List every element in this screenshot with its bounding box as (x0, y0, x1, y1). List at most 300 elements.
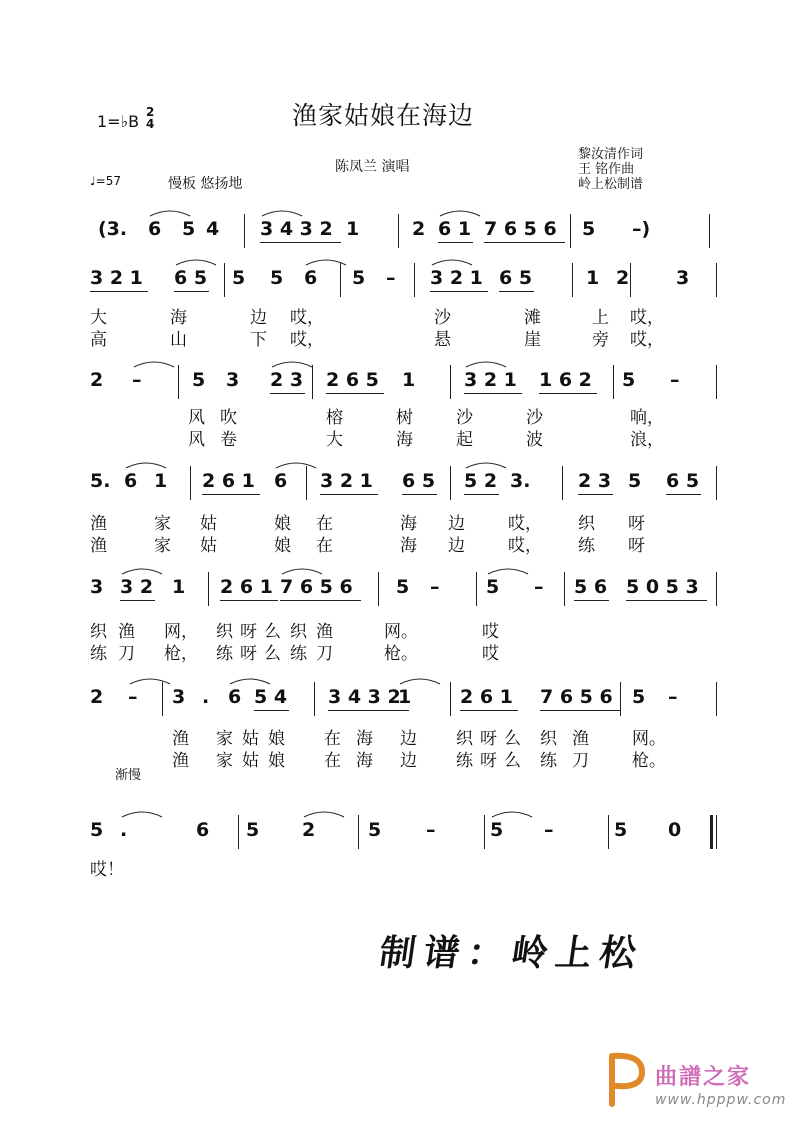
note-group: 2 3 (578, 470, 612, 492)
beam-line (326, 393, 384, 394)
site-logo-icon (606, 1050, 652, 1114)
beam-line (270, 393, 305, 394)
lyric-syllable: 练 (90, 644, 107, 664)
lyric-syllable: 哎， (290, 308, 324, 328)
lyric-syllable: 织 (90, 622, 107, 642)
bar-line (570, 214, 571, 248)
beam-line (540, 710, 621, 711)
lyric-syllable: 在 (316, 536, 333, 556)
lyric-syllable: 哎， (290, 330, 324, 350)
lyric-syllable: 网。 (384, 622, 418, 642)
lyric-row-v1-line5 (84, 617, 716, 642)
note-group: . (120, 819, 128, 841)
lyric-syllable: 么 (264, 622, 281, 642)
bar-line (564, 572, 565, 606)
beam-line (464, 494, 499, 495)
lyric-syllable: 渔 (172, 751, 189, 771)
bar-line (208, 572, 209, 606)
bar-line (314, 682, 315, 716)
beam-line (120, 600, 155, 601)
lyric-row-v2-line5 (84, 639, 716, 664)
lyric-syllable: 边 (448, 514, 465, 534)
transcriber-credit: 岭上松制谱 (578, 177, 644, 192)
note-group: 6 (274, 470, 288, 492)
lyric-syllable: 织 (290, 622, 307, 642)
lyric-syllable: 风 (188, 408, 205, 428)
lyric-syllable: 家 (154, 536, 171, 556)
bar-line (716, 466, 717, 500)
note-group: 5 (396, 576, 410, 598)
note-group: 5 4 (254, 686, 288, 708)
note-group: 5 2 (464, 470, 498, 492)
lyric-syllable: 海 (400, 514, 417, 534)
beam-line (430, 291, 488, 292)
beam-line (220, 600, 278, 601)
lyric-syllable: 在 (316, 514, 333, 534)
slur-arc (492, 812, 532, 817)
lyric-syllable: 渔 (90, 536, 107, 556)
slur-arc (432, 260, 472, 265)
bar-line (716, 572, 717, 606)
note-group: – (386, 267, 396, 289)
lyric-syllable: 家 (216, 729, 233, 749)
lyric-syllable: 么 (504, 751, 521, 771)
note-group: 2 (90, 686, 104, 708)
lyric-syllable: 渔 (572, 729, 589, 749)
time-bottom: 4 (146, 117, 155, 131)
lyric-syllable: 织 (540, 729, 557, 749)
note-group: 1 (154, 470, 168, 492)
beam-line (254, 710, 289, 711)
site-url: www.hpppw.com (655, 1092, 787, 1108)
beam-line (499, 291, 534, 292)
lyric-syllable: 大 (90, 308, 107, 328)
lyric-syllable: 海 (400, 536, 417, 556)
bar-line (630, 263, 631, 297)
bar-line (190, 466, 191, 500)
note-group: 3 4 3 2 (328, 686, 401, 708)
note-group: 6 (124, 470, 138, 492)
lyric-syllable: 吹 (220, 408, 237, 428)
lyric-syllable: 哎 (482, 622, 499, 642)
note-group: – (128, 686, 138, 708)
note-group: 3 2 1 (90, 267, 143, 289)
note-group: 1 (398, 686, 412, 708)
beam-line (90, 291, 148, 292)
slur-marks (84, 208, 716, 218)
note-group: . (202, 686, 210, 708)
lyric-syllable: 娘 (268, 751, 285, 771)
note-group: 2 (302, 819, 316, 841)
note-group: 7 6 5 6 (540, 686, 613, 708)
lyric-syllable: 呀 (480, 751, 497, 771)
bar-line (398, 214, 399, 248)
bar-line (178, 365, 179, 399)
bar-line (238, 815, 239, 849)
lyric-syllable: 起 (456, 430, 473, 450)
lyric-syllable: 边 (250, 308, 267, 328)
note-group: 5 (628, 470, 642, 492)
lyric-syllable: 姑 (200, 514, 217, 534)
beam-line (464, 393, 522, 394)
lyric-row-v2-line2 (84, 325, 716, 350)
bar-line (572, 263, 573, 297)
note-group: 5 (246, 819, 260, 841)
lyric-row-v2-line4 (84, 531, 716, 556)
lyric-syllable: 刀 (572, 751, 589, 771)
note-group: 6 1 (438, 218, 472, 240)
note-group: 6 5 (666, 470, 700, 492)
note-group: 2 6 1 (220, 576, 273, 598)
lyric-syllable: 榕 (326, 408, 343, 428)
slur-marks (84, 676, 716, 686)
lyric-syllable: 呀 (628, 536, 645, 556)
lyric-syllable: 么 (504, 729, 521, 749)
slur-marks (84, 257, 716, 267)
note-group: 6 (228, 686, 242, 708)
lyric-row-v2-line3 (84, 425, 716, 450)
slur-arc (488, 569, 528, 574)
bar-line (378, 572, 379, 606)
beam-line (578, 494, 613, 495)
bar-line (450, 466, 451, 500)
note-group: 2 (616, 267, 630, 289)
note-group: 1 6 2 (539, 369, 592, 391)
slur-arc (466, 463, 506, 468)
note-group: (3. (98, 218, 128, 240)
lyric-syllable: 哎， (630, 308, 664, 328)
lyric-syllable: 卷 (220, 430, 237, 450)
slur-arc (276, 463, 316, 468)
lyric-syllable: 沙 (526, 408, 543, 428)
bar-line (306, 466, 307, 500)
lyric-syllable: 渔 (316, 622, 333, 642)
note-group: 2 (90, 369, 104, 391)
beam-line (539, 393, 597, 394)
beam-line (280, 600, 361, 601)
lyric-syllable: 哎 (482, 644, 499, 664)
note-group: – (430, 576, 440, 598)
lyric-syllable: 边 (400, 751, 417, 771)
lyric-syllable: 在 (324, 729, 341, 749)
lyric-syllable: 呀 (240, 644, 257, 664)
lyric-syllable: 沙 (434, 308, 451, 328)
bar-line (414, 263, 415, 297)
lyric-row-v1-line3 (84, 403, 716, 428)
note-group: 5 (232, 267, 246, 289)
note-group: – (670, 369, 680, 391)
note-group: 5 (486, 576, 500, 598)
score-line-5 (84, 572, 716, 606)
note-group: 5 (622, 369, 636, 391)
note-group: 5 (582, 218, 596, 240)
lyric-syllable: 高 (90, 330, 107, 350)
site-name: 曲譜之家 (655, 1065, 752, 1090)
lyric-syllable: 哎！ (90, 860, 124, 880)
slur-arc (272, 362, 312, 367)
lyric-syllable: 刀 (118, 644, 135, 664)
lyric-syllable: 沙 (456, 408, 473, 428)
bar-line (613, 365, 614, 399)
lyric-syllable: 枪。 (632, 751, 666, 771)
note-group: 3 (226, 369, 240, 391)
lyric-syllable: 下 (250, 330, 267, 350)
note-group: 5 0 5 3 (626, 576, 699, 598)
lyric-row-v2-line6 (84, 746, 716, 771)
note-group: 3 (676, 267, 690, 289)
note-group: 4 (206, 218, 220, 240)
lyric-syllable: 呀 (480, 729, 497, 749)
note-group: 1 (586, 267, 600, 289)
note-group: 2 3 (270, 369, 304, 391)
note-group: 6 (148, 218, 162, 240)
lyric-syllable: 上 (592, 308, 609, 328)
note-group: 2 6 5 (326, 369, 379, 391)
slur-arc (306, 260, 346, 265)
lyric-syllable: 练 (456, 751, 473, 771)
bar-line (716, 815, 717, 849)
bar-line (244, 214, 245, 248)
beam-line (320, 494, 378, 495)
lyric-row-v1-line4 (84, 509, 716, 534)
final-bar-line (710, 815, 713, 849)
lyric-syllable: 练 (540, 751, 557, 771)
lyric-syllable: 海 (356, 729, 373, 749)
song-title: 渔家姑娘在海边 (292, 101, 475, 130)
bar-line (358, 815, 359, 849)
slur-marks (84, 566, 716, 576)
note-group: 5 (352, 267, 366, 289)
note-group: 5 (614, 819, 628, 841)
bar-line (450, 365, 451, 399)
bar-line (608, 815, 609, 849)
lyric-syllable: 练 (290, 644, 307, 664)
note-group: 3 2 1 (320, 470, 373, 492)
note-group: 3 2 1 (464, 369, 517, 391)
note-group: 2 (412, 218, 426, 240)
note-group: 3 (172, 686, 186, 708)
note-group: 5. (90, 470, 111, 492)
note-group: 3 4 3 2 (260, 218, 333, 240)
note-group: 1 (172, 576, 186, 598)
lyric-syllable: 枪。 (384, 644, 418, 664)
note-group: 3 2 1 (430, 267, 483, 289)
lyric-syllable: 悬 (434, 330, 451, 350)
beam-line (260, 242, 341, 243)
note-group: 5 (182, 218, 196, 240)
bar-line (716, 263, 717, 297)
lyric-syllable: 网， (164, 622, 198, 642)
note-group: 7 6 5 6 (280, 576, 353, 598)
slur-arc (262, 211, 302, 216)
lyric-syllable: 练 (216, 644, 233, 664)
note-group: – (426, 819, 436, 841)
note-group: 5 (632, 686, 646, 708)
lyric-syllable: 大 (326, 430, 343, 450)
lyric-row-line7 (84, 855, 716, 880)
note-group: – (132, 369, 142, 391)
lyric-syllable: 织 (216, 622, 233, 642)
lyric-syllable: 呀 (628, 514, 645, 534)
bar-line (450, 682, 451, 716)
lyric-syllable: 呀 (240, 622, 257, 642)
slur-marks (84, 460, 716, 470)
note-group: 7 6 5 6 (484, 218, 557, 240)
note-group: 5 (490, 819, 504, 841)
slur-arc (230, 679, 270, 684)
beam-line (202, 494, 260, 495)
slur-marks (84, 809, 716, 819)
tempo-mark: ♩=57 (90, 174, 121, 188)
lyric-syllable: 在 (324, 751, 341, 771)
lyric-syllable: 浪， (630, 430, 664, 450)
lyric-syllable: 滩 (524, 308, 541, 328)
lyric-syllable: 海 (396, 430, 413, 450)
lyric-syllable: 家 (154, 514, 171, 534)
lyric-syllable: 网。 (632, 729, 666, 749)
beam-line (328, 710, 409, 711)
note-group: 6 5 (499, 267, 533, 289)
note-group: 0 (668, 819, 682, 841)
note-group: – (544, 819, 554, 841)
bar-line (716, 682, 717, 716)
slur-arc (122, 569, 162, 574)
note-group: 5 (192, 369, 206, 391)
composer-credit: 王 铭作曲 (578, 162, 635, 177)
lyric-syllable: 海 (170, 308, 187, 328)
note-group: – (668, 686, 678, 708)
lyric-syllable: 渔 (118, 622, 135, 642)
lyric-syllable: 海 (356, 751, 373, 771)
bar-line (716, 365, 717, 399)
slow-mark: 渐慢 (115, 768, 142, 783)
bar-line (562, 466, 563, 500)
beam-line (484, 242, 565, 243)
lyric-syllable: 崖 (524, 330, 541, 350)
lyric-syllable: 么 (264, 644, 281, 664)
slur-arc (440, 211, 480, 216)
lyric-row-v1-line6 (84, 724, 716, 749)
note-group: 2 6 1 (460, 686, 513, 708)
lyricist-credit: 黎汝清作词 (578, 147, 644, 162)
beam-line (460, 710, 518, 711)
slur-arc (466, 362, 506, 367)
singer-credit: 陈凤兰 演唱 (335, 159, 410, 175)
slur-arc (134, 362, 174, 367)
lyric-syllable: 枪， (164, 644, 198, 664)
time-signature (146, 106, 154, 130)
lyric-syllable: 波 (526, 430, 543, 450)
expression-mark: 慢板 悠扬地 (168, 176, 243, 192)
lyric-syllable: 山 (170, 330, 187, 350)
lyric-syllable: 渔 (90, 514, 107, 534)
lyric-syllable: 练 (578, 536, 595, 556)
note-group: 2 6 1 (202, 470, 255, 492)
note-group: 5 6 (574, 576, 608, 598)
note-group: –) (632, 218, 651, 240)
lyric-row-v1-line2 (84, 303, 716, 328)
credits-block (578, 147, 643, 192)
lyric-syllable: 边 (448, 536, 465, 556)
beam-line (438, 242, 473, 243)
score-line-3 (84, 365, 716, 399)
beam-line (574, 600, 609, 601)
lyric-syllable: 织 (578, 514, 595, 534)
beam-line (174, 291, 209, 292)
slur-arc (282, 569, 322, 574)
slur-arc (130, 679, 170, 684)
slur-arc (122, 812, 162, 817)
lyric-syllable: 姑 (242, 729, 259, 749)
slur-arc (400, 679, 440, 684)
signature-watermark: 制谱：岭上松 (376, 932, 647, 974)
slur-arc (150, 211, 190, 216)
score-line-4 (84, 466, 716, 500)
note-group: 6 5 (402, 470, 436, 492)
note-group: 5 (368, 819, 382, 841)
lyric-syllable: 哎， (630, 330, 664, 350)
note-group: 3 2 (120, 576, 154, 598)
lyric-syllable: 边 (400, 729, 417, 749)
lyric-syllable: 织 (456, 729, 473, 749)
lyric-syllable: 娘 (268, 729, 285, 749)
time-top: 2 (146, 105, 155, 119)
beam-line (402, 494, 437, 495)
slur-marks (84, 359, 716, 369)
note-group: 5 (270, 267, 284, 289)
slur-arc (126, 463, 166, 468)
lyric-syllable: 哎， (508, 536, 542, 556)
note-group: 6 5 (174, 267, 208, 289)
score-line-2 (84, 263, 716, 297)
bar-line (224, 263, 225, 297)
lyric-syllable: 响， (630, 408, 664, 428)
lyric-syllable: 旁 (592, 330, 609, 350)
note-group: 1 (346, 218, 360, 240)
lyric-syllable: 娘 (274, 536, 291, 556)
lyric-syllable: 娘 (274, 514, 291, 534)
lyric-syllable: 家 (216, 751, 233, 771)
bar-line (709, 214, 710, 248)
lyric-syllable: 刀 (316, 644, 333, 664)
note-group: 5 (90, 819, 104, 841)
note-group: 3 (90, 576, 104, 598)
score-line-7 (84, 815, 716, 849)
lyric-syllable: 哎， (508, 514, 542, 534)
note-group: 3. (510, 470, 531, 492)
lyric-syllable: 风 (188, 430, 205, 450)
note-group: 6 (196, 819, 210, 841)
key-signature: 1=♭B (97, 112, 140, 131)
score-line-6 (84, 682, 716, 716)
bar-line (162, 682, 163, 716)
lyric-syllable: 树 (396, 408, 413, 428)
note-group: 1 (402, 369, 416, 391)
beam-line (626, 600, 707, 601)
note-group: 6 (304, 267, 318, 289)
lyric-syllable: 姑 (200, 536, 217, 556)
bar-line (484, 815, 485, 849)
bar-line (312, 365, 313, 399)
beam-line (666, 494, 701, 495)
lyric-syllable: 渔 (172, 729, 189, 749)
slur-arc (304, 812, 344, 817)
note-group: – (534, 576, 544, 598)
bar-line (340, 263, 341, 297)
score-line-1 (84, 214, 716, 248)
slur-arc (176, 260, 216, 265)
bar-line (476, 572, 477, 606)
